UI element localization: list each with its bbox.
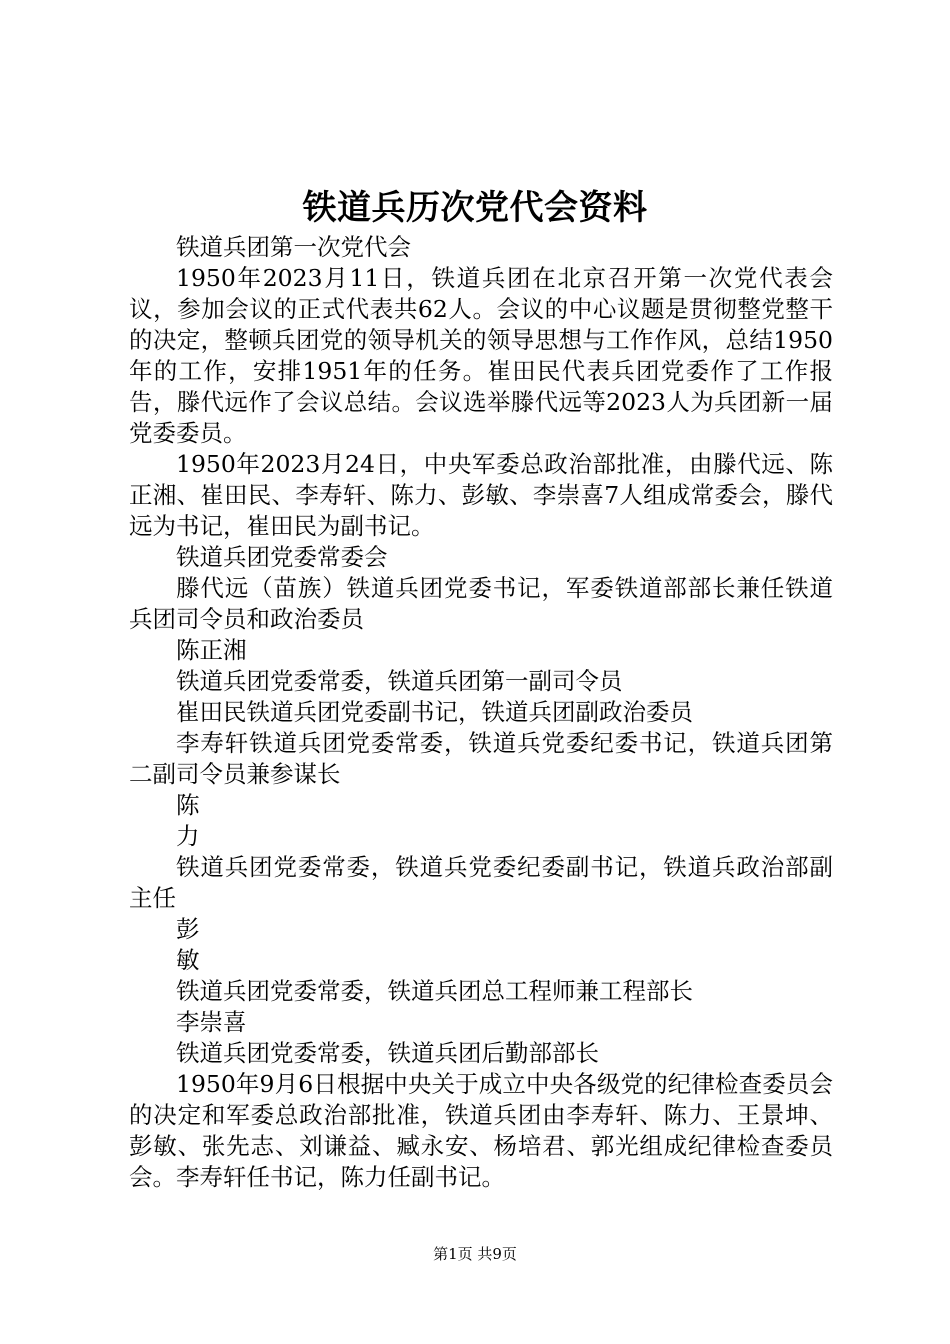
paragraph: 铁道兵团第一次党代会 bbox=[176, 233, 411, 261]
paragraph: 李崇喜 bbox=[176, 1008, 247, 1036]
paragraph: 李寿轩铁道兵团党委常委，铁道兵党委纪委书记，铁道兵团第二副司令员兼参谋长 bbox=[129, 729, 833, 788]
document-title: 铁道兵历次党代会资料 bbox=[302, 188, 648, 228]
paragraph: 崔田民铁道兵团党委副书记，铁道兵团副政治委员 bbox=[176, 698, 693, 726]
paragraph: 滕代远（苗族）铁道兵团党委书记，军委铁道部部长兼任铁道兵团司令员和政治委员 bbox=[129, 574, 833, 633]
paragraph: 铁道兵团党委常委，铁道兵党委纪委副书记，铁道兵政治部副主任 bbox=[129, 853, 833, 912]
paragraph: 陈 bbox=[176, 791, 200, 819]
paragraph: 陈正湘 bbox=[176, 636, 247, 664]
paragraph: 铁道兵团党委常委，铁道兵团后勤部部长 bbox=[176, 1039, 599, 1067]
paragraph: 1950年2023月11日，铁道兵团在北京召开第一次党代表会议，参加会议的正式代表共62人。会议的中心议题是贯彻整党整干的决定，整顿兵团党的领导机关的领导思想与工作作风，总结1950年的工作，安排1951年的任务。崔田民代表兵团党委作了工作报告，滕代远作了会议总结。会议选举滕代远等2023人为兵团新一届党委委员。 bbox=[129, 264, 833, 447]
paragraph: 敏 bbox=[176, 946, 200, 974]
paragraph: 1950年9月6日根据中央关于成立中央各级党的纪律检查委员会的决定和军委总政治部批准，铁道兵团由李寿轩、陈力、王景坤、彭敏、张先志、刘谦益、臧永安、杨培君、郭光组成纪律检查委员会。李寿轩任书记，陈力任副书记。 bbox=[129, 1070, 833, 1191]
paragraph: 铁道兵团党委常委，铁道兵团第一副司令员 bbox=[176, 667, 623, 695]
page-footer: 第1页 共9页 bbox=[433, 1245, 517, 1263]
paragraph: 1950年2023月24日，中央军委总政治部批准，由滕代远、陈正湘、崔田民、李寿轩、陈力、彭敏、李崇喜7人组成常委会，滕代远为书记，崔田民为副书记。 bbox=[129, 450, 833, 540]
paragraph: 力 bbox=[176, 822, 200, 850]
document-body bbox=[129, 232, 833, 1193]
paragraph: 彭 bbox=[176, 915, 200, 943]
paragraph: 铁道兵团党委常委，铁道兵团总工程师兼工程部长 bbox=[176, 977, 693, 1005]
paragraph: 铁道兵团党委常委会 bbox=[176, 543, 388, 571]
